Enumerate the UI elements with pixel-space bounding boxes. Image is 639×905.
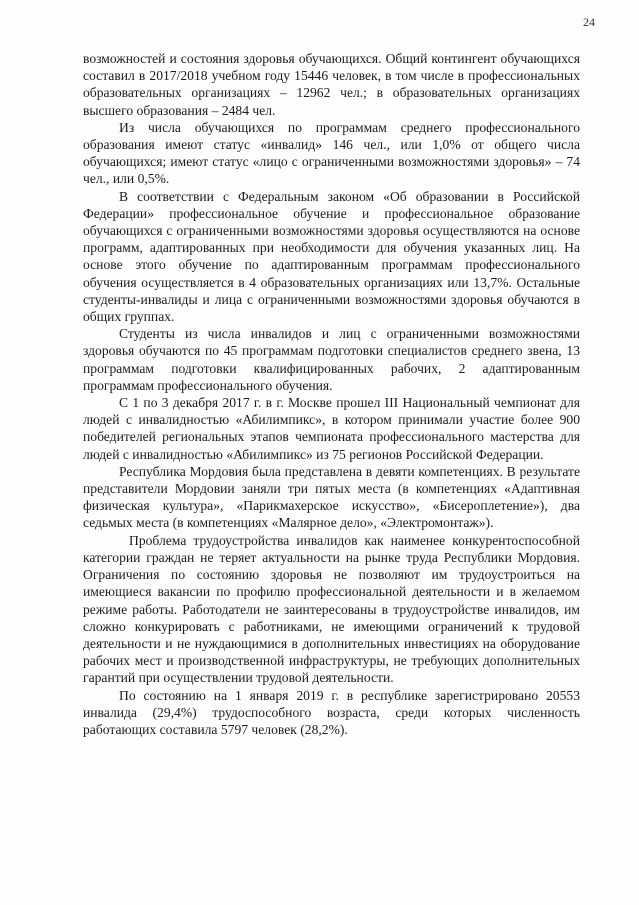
paragraph: Студенты из числа инвалидов и лиц с ограниченными возможностями здоровья обучаются по 45 программам подготовки специалистов среднего звена, 13 программам подготовки квалифицированных рабочих, 2 адаптированным программам профессионального обучения. [83, 326, 580, 393]
paragraph: По состоянию на 1 января 2019 г. в республике зарегистрировано 20553 инвалида (29,4%) трудоспособного возраста, среди которых численность работающих составила 5797 человек (28,2%). [83, 687, 580, 737]
paragraph: Из числа обучающихся по программам среднего профессионального образования имеют статус «инвалид» 146 чел., или 1,0% от общего числа обучающихся; имеют статус «лицо с ограниченными возможностями здоровья» – 74 чел., или 0,5%. [83, 119, 580, 187]
paragraph: возможностей и состояния здоровья обучающихся. Общий контингент обучающихся составил в 2017/2018 учебном году 15446 человек, в том числе в профессиональных образовательных организациях – 12962 чел.; в образовательных организациях высшего образования – 2484 чел. [83, 51, 580, 118]
page-number: 24 [583, 15, 595, 29]
paragraph: В соответствии с Федеральным законом «Об образовании в Российской Федерации» профессиональное обучение и профессиональное образование обучающихся с ограниченными возможностями здоровья осуществляются на основе программ, адаптированных при необходимости для обучения указанных лиц. На основе этого обучение по адаптированным программам профессионального обучения осуществляется в 4 образовательных организациях или 13,7%. Остальные студенты-инвалиды и лица с ограниченными возможностями здоровья обучаются в общих группах. [83, 188, 580, 325]
paragraph: Республика Мордовия была представлена в девяти компетенциях. В результате представители Мордовии заняли три пятых места (в компетенциях «Адаптивная физическая культура», «Парикмахерское искусство», «Бисероплетение»), два седьмых места (в компетенциях «Малярное дело», «Электромонтаж»). [83, 463, 580, 531]
body-text [83, 50, 580, 738]
paragraph: Проблема трудоустройства инвалидов как наименее конкурентоспособной категории граждан не теряет актуальности на рынке труда Республики Мордовия. Ограничения по состоянию здоровья не позволяют им трудоустроиться на имеющиеся вакансии по профилю профессиональной деятельности и в желаемом режиме работы. Работодатели не заинтересованы в трудоустройстве инвалидов, им сложно конкурировать с работниками, не имеющими ограничений к трудовой деятельности и не нуждающимися в дополнительных инвестициях на оборудование рабочих мест и производственной инфраструктуры, не требующих дополнительных гарантий при осуществлении трудовой деятельности. [83, 532, 580, 686]
paragraph: С 1 по 3 декабря 2017 г. в г. Москве прошел III Национальный чемпионат для людей с инвалидностью «Абилимпикс», в котором принимали участие более 900 победителей региональных этапов чемпионата профессионального мастерства для людей с инвалидностью «Абилимпикс» из 75 регионов Российской Федерации. [83, 395, 580, 462]
